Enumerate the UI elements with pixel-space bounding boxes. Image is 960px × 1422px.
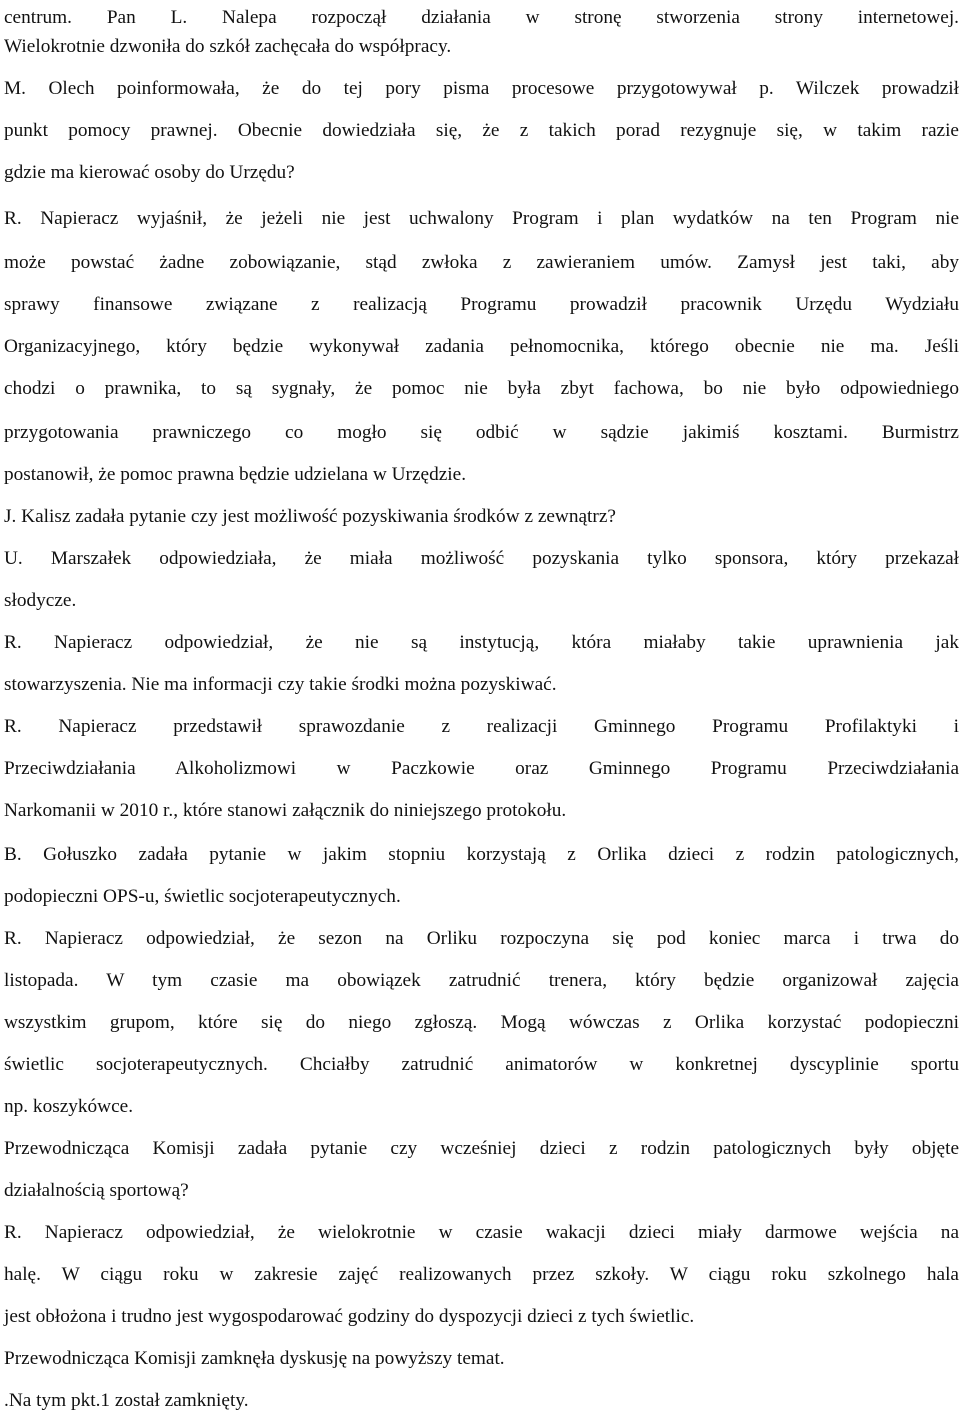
text-line: Przeciwdziałania Alkoholizmowi w Paczkowie oraz Gminnego Programu Przeciwdziałania — [4, 758, 959, 779]
text-line: wszystkim grupom, które się do niego zgłoszą. Mogą wówczas z Orlika korzystać podopieczni — [4, 1012, 959, 1033]
text-line: działalnością sportową? — [4, 1180, 189, 1201]
text-line: postanowił, że pomoc prawna będzie udzielana w Urzędzie. — [4, 464, 467, 485]
text-line: świetlic socjoterapeutycznych. Chciałby zatrudnić animatorów w konkretnej dyscyplinie sportu — [4, 1054, 959, 1075]
text-line: M. Olech poinformowała, że do tej pory pisma procesowe przygotowywał p. Wilczek prowadził — [4, 78, 959, 99]
text-line: R. Napieracz przedstawił sprawozdanie z realizacji Gminnego Programu Profilaktyki i — [4, 716, 959, 737]
text-line: J. Kalisz zadała pytanie czy jest możliwość pozyskiwania środków z zewnątrz? — [4, 506, 616, 527]
text-line: halę. W ciągu roku w zakresie zajęć realizowanych przez szkoły. W ciągu roku szkolnego hala — [4, 1264, 959, 1285]
text-line: Narkomanii w 2010 r., które stanowi załącznik do niniejszego protokołu. — [4, 800, 567, 821]
text-line: punkt pomocy prawnej. Obecnie dowiedziała się, że z takich porad rezygnuje się, w takim razie — [4, 120, 959, 141]
text-line: Przewodnicząca Komisji zamknęła dyskusję na powyższy temat. — [4, 1348, 505, 1369]
text-line: stowarzyszenia. Nie ma informacji czy takie środki można pozyskiwać. — [4, 674, 557, 695]
text-line: chodzi o prawnika, to są sygnały, że pomoc nie była zbyt fachowa, bo nie było odpowiedniego — [4, 378, 959, 399]
text-line: Przewodnicząca Komisji zadała pytanie czy wcześniej dzieci z rodzin patologicznych były objęte — [4, 1138, 959, 1159]
text-line: U. Marszałek odpowiedziała, że miała możliwość pozyskania tylko sponsora, który przekazał — [4, 548, 959, 569]
text-line: gdzie ma kierować osoby do Urzędu? — [4, 162, 295, 183]
text-line: .Na tym pkt.1 został zamknięty. — [4, 1390, 249, 1411]
text-line: podopieczni OPS-u, świetlic socjoterapeutycznych. — [4, 886, 401, 907]
text-line: R. Napieracz odpowiedział, że nie są instytucją, która miałaby takie uprawnienia jak — [4, 632, 959, 653]
text-line: np. koszykówce. — [4, 1096, 134, 1117]
text-line: przygotowania prawniczego co mogło się odbić w sądzie jakimiś kosztami. Burmistrz — [4, 422, 959, 443]
text-line: może powstać żadne zobowiązanie, stąd zwłoka z zawieraniem umów. Zamysł jest taki, aby — [4, 252, 959, 273]
text-line: sprawy finansowe związane z realizacją Programu prowadził pracownik Urzędu Wydziału — [4, 294, 959, 315]
text-line: B. Gołuszko zadała pytanie w jakim stopniu korzystają z Orlika dzieci z rodzin patologicznych, — [4, 844, 959, 865]
text-line: R. Napieracz odpowiedział, że sezon na Orliku rozpoczyna się pod koniec marca i trwa do — [4, 928, 959, 949]
text-line: Organizacyjnego, który będzie wykonywał zadania pełnomocnika, którego obecnie nie ma. Jeśli — [4, 336, 959, 357]
text-line: Wielokrotnie dzwoniła do szkół zachęcała do współpracy. — [4, 36, 452, 57]
text-line: słodycze. — [4, 590, 77, 611]
text-line: jest obłożona i trudno jest wygospodarować godziny do dyspozycji dzieci z tych świetlic. — [4, 1306, 695, 1327]
text-line: R. Napieracz odpowiedział, że wielokrotnie w czasie wakacji dzieci miały darmowe wejścia na — [4, 1222, 959, 1243]
text-line: listopada. W tym czasie ma obowiązek zatrudnić trenera, który będzie organizował zajęcia — [4, 970, 959, 991]
text-line: centrum. Pan L. Nalepa rozpoczął działania w stronę stworzenia strony internetowej. — [4, 7, 959, 28]
text-line: R. Napieracz wyjaśnił, że jeżeli nie jest uchwalony Program i plan wydatków na ten Program nie — [4, 208, 959, 229]
